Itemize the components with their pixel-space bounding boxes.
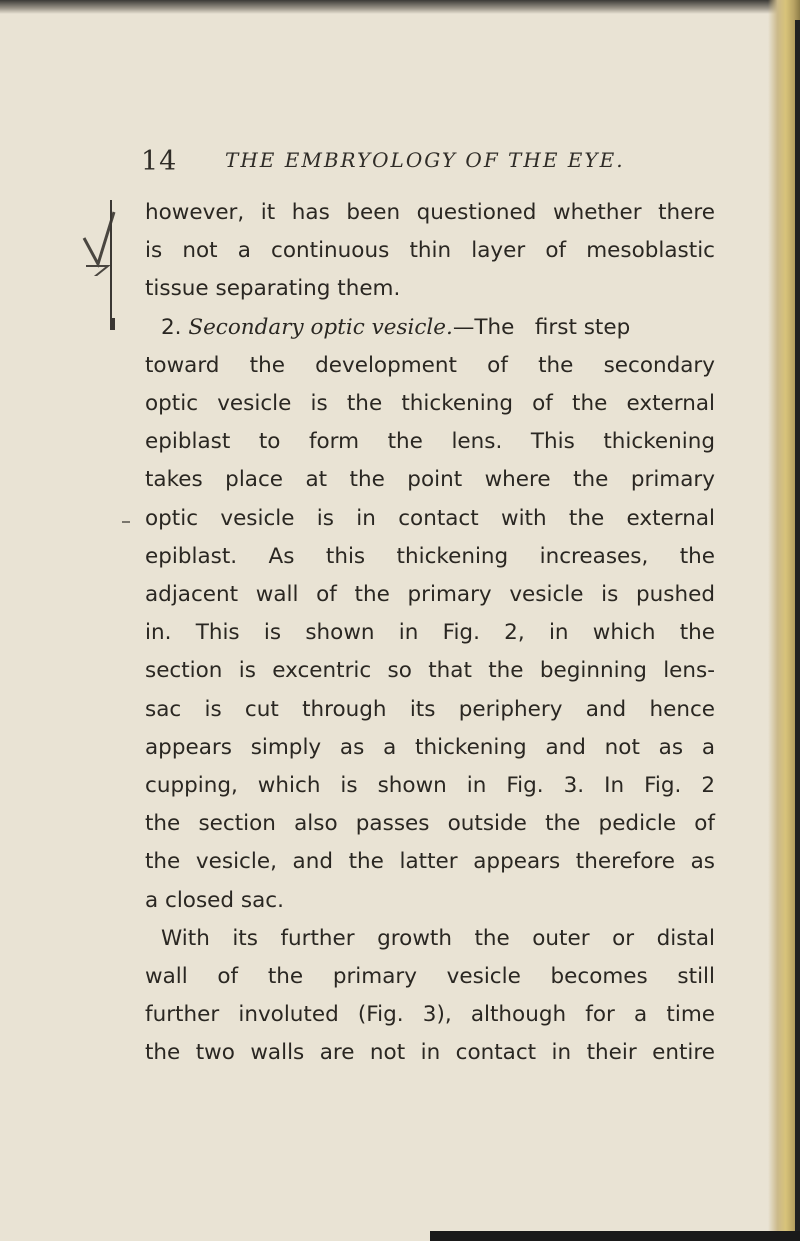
- text-line: however, it has been questioned whether there: [145, 200, 715, 225]
- text-line: the vesicle, and the latter appears therefore as: [145, 849, 715, 875]
- text-line: epiblast. As this thickening increases, the: [145, 543, 715, 569]
- body-text: [145, 194, 715, 1073]
- text-line: sac is cut through its periphery and hence: [145, 696, 715, 722]
- text-line: further involuted (Fig. 3), although for a time: [145, 1002, 715, 1028]
- text-line: wall of the primary vesicle becomes still: [145, 964, 715, 990]
- text-line: epiblast to form the lens. This thickening: [145, 429, 715, 455]
- text-line: takes place at the point where the primary: [145, 467, 715, 493]
- running-title: THE EMBRYOLOGY OF THE EYE.: [225, 148, 625, 172]
- text-line: section is excentric so that the beginning lens-: [145, 658, 715, 684]
- section-lead-in: —The: [452, 314, 515, 340]
- text-line: a closed sac.: [145, 887, 284, 913]
- text-line: cupping, which is shown in Fig. 3. In Fig. 2: [145, 773, 715, 799]
- text-line: adjacent wall of the primary vesicle is pushed: [145, 582, 715, 608]
- section-number: 2.: [161, 314, 182, 340]
- text-line: the section also passes outside the pedicle of: [145, 811, 715, 837]
- section-title: Secondary optic vesicle.: [188, 314, 453, 340]
- text-line: With its further growth the outer or distal: [161, 925, 715, 951]
- text-line: in. This is shown in Fig. 2, in which the: [145, 620, 715, 646]
- running-head: [141, 146, 741, 180]
- text-line: the two walls are not in contact in their entire: [145, 1040, 715, 1066]
- section-heading-line: [145, 309, 715, 347]
- text-line: appears simply as a thickening and not as a: [145, 734, 715, 760]
- margin-line: [110, 200, 112, 330]
- text-line: toward the development of the secondary: [145, 352, 715, 378]
- page-number: 14: [141, 146, 178, 177]
- text-line: is not a continuous thin layer of mesoblastic: [145, 238, 715, 264]
- text-line: optic vesicle is in contact with the external: [145, 505, 715, 531]
- margin-tick: [122, 521, 130, 523]
- margin-mark-dot: [112, 318, 115, 330]
- text-line: optic vesicle is the thickening of the external: [145, 391, 715, 417]
- book-edge-shadow: [795, 20, 800, 1241]
- text-line: tissue separating them.: [145, 276, 401, 302]
- margin-pencil-mark: [80, 206, 120, 276]
- text-line: first step: [534, 314, 631, 340]
